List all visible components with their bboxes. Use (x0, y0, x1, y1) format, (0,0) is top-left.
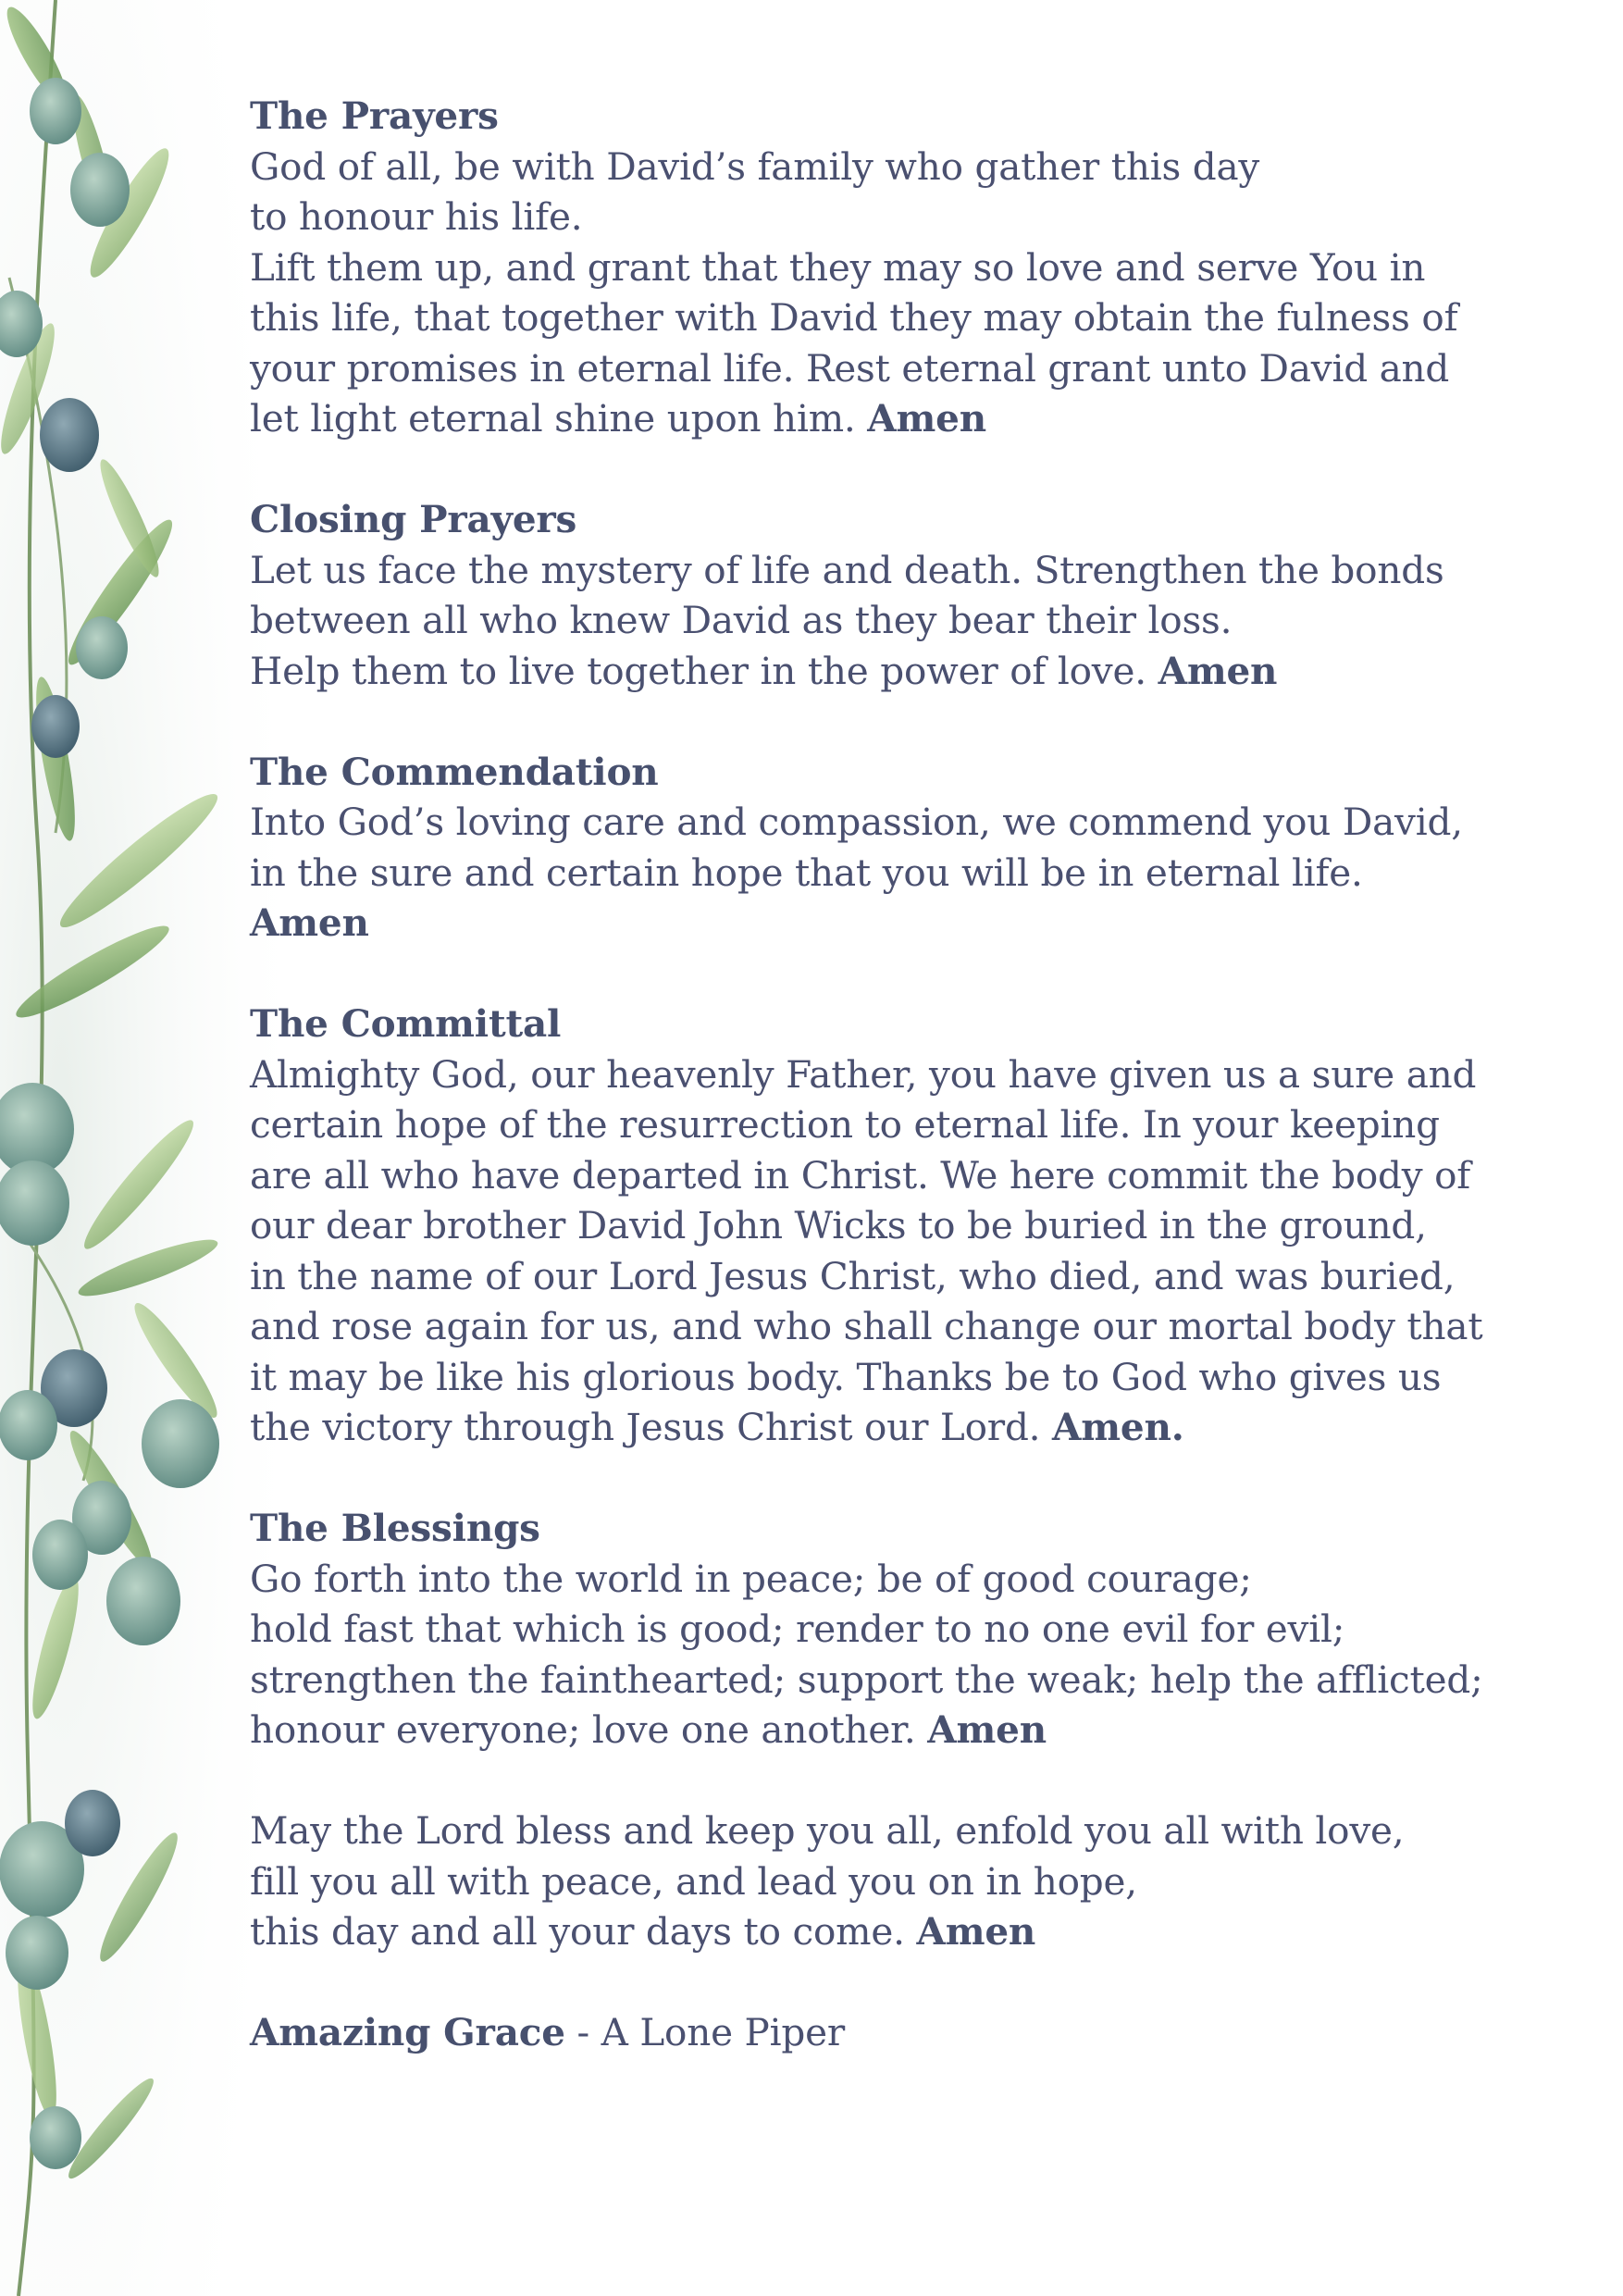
text-line (250, 1402, 1564, 1453)
text-line: Lift them up, and grant that they may so love and serve You in (250, 244, 1426, 290)
text-line (250, 1705, 1564, 1756)
closing-music (250, 2007, 1564, 2058)
amen: Amen (1158, 648, 1278, 693)
line-text: this day and all your days to come. (250, 1909, 905, 1954)
section-heading: The Blessings (250, 1506, 540, 1550)
section-benediction (250, 1806, 1564, 1957)
text-line: Let us face the mystery of life and death. Strengthen the bonds (250, 547, 1444, 592)
berry (30, 2106, 81, 2169)
line-text: let light eternal shine upon him. (250, 396, 856, 441)
text-line: your promises in eternal life. Rest eternal grant unto David and (250, 345, 1450, 391)
text-line: this life, that together with David they may obtain the fulness of (250, 295, 1458, 340)
berry (70, 153, 130, 227)
text-line: Almighty God, our heavenly Father, you have given us a sure and (250, 1051, 1477, 1097)
performer: A Lone Piper (601, 2010, 845, 2054)
amen: Amen. (1052, 1405, 1184, 1449)
text-line: God of all, be with David’s family who gather this day (250, 143, 1260, 189)
text-line: to honour his life. (250, 194, 583, 239)
text-line: it may be like his glorious body. Thanks be to God who gives us (250, 1354, 1442, 1399)
text-line (250, 2007, 1564, 2058)
berry (6, 1916, 68, 1990)
amen: Amen (250, 900, 369, 945)
section-heading: The Commendation (250, 749, 659, 794)
berry (76, 616, 128, 679)
text-line (250, 646, 1564, 697)
section-commendation (250, 747, 1564, 949)
separator: - (564, 2010, 601, 2054)
amen: Amen (867, 396, 986, 441)
text-line: in the name of our Lord Jesus Christ, who died, and was buried, (250, 1253, 1456, 1298)
berry (0, 1390, 57, 1460)
berry (32, 1520, 88, 1590)
berry (142, 1399, 219, 1488)
text-line: strengthen the fainthearted; support the weak; help the afflicted; (250, 1657, 1483, 1702)
berry (65, 1790, 120, 1856)
berry (40, 398, 99, 472)
section-heading: The Prayers (250, 93, 499, 138)
service-text (250, 91, 1564, 2108)
text-line: between all who knew David as they bear their loss. (250, 598, 1233, 642)
section-committal (250, 999, 1564, 1453)
line-text: the victory through Jesus Christ our Lord. (250, 1405, 1041, 1449)
amen: Amen (916, 1909, 1036, 1954)
text-line: Go forth into the world in peace; be of good courage; (250, 1556, 1252, 1601)
text-line: certain hope of the resurrection to eternal life. In your keeping (250, 1102, 1440, 1147)
text-line: hold fast that which is good; render to no one evil for evil; (250, 1607, 1345, 1651)
section-heading: The Committal (250, 1001, 562, 1046)
line-text: honour everyone; love one another. (250, 1707, 916, 1752)
text-line: May the Lord bless and keep you all, enfold you all with love, (250, 1808, 1405, 1853)
berry (30, 78, 81, 144)
section-prayers (250, 91, 1564, 444)
berry (106, 1557, 180, 1645)
section-heading: Closing Prayers (250, 497, 577, 541)
amen: Amen (927, 1707, 1047, 1752)
text-line: in the sure and certain hope that you will be in eternal life. (250, 850, 1363, 895)
line-text: Help them to live together in the power of love. (250, 648, 1146, 693)
hymn-title: Amazing Grace (250, 2010, 565, 2054)
text-line (250, 1906, 1564, 1957)
section-blessings (250, 1503, 1564, 1756)
text-line: are all who have departed in Christ. We here commit the body of (250, 1152, 1471, 1198)
text-line (250, 393, 1564, 444)
berry (31, 695, 80, 758)
text-line: and rose again for us, and who shall change our mortal body that (250, 1304, 1483, 1348)
text-line: Into God’s loving care and compassion, we commend you David, (250, 800, 1463, 844)
text-line: fill you all with peace, and lead you on in hope, (250, 1858, 1137, 1904)
section-closing-prayers (250, 494, 1564, 696)
text-line: our dear brother David John Wicks to be buried in the ground, (250, 1203, 1427, 1247)
